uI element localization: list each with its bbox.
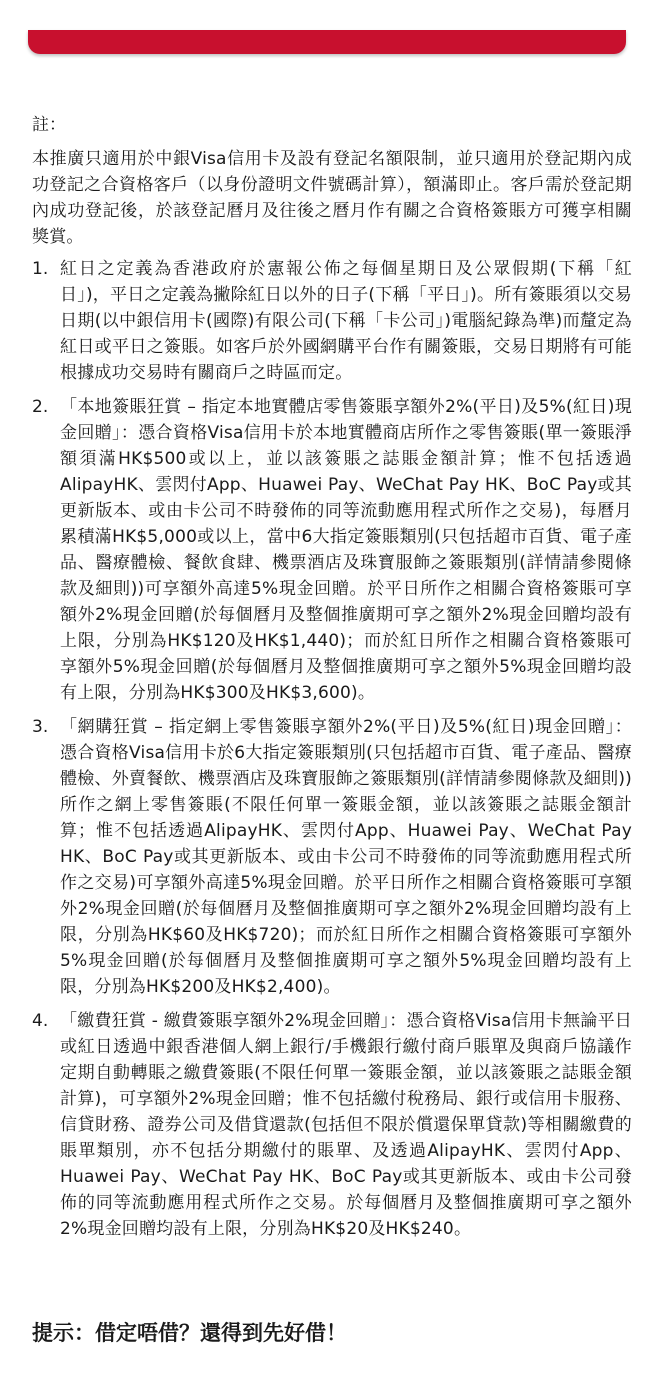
terms-list	[32, 256, 632, 1242]
top-accent-bar	[28, 30, 626, 54]
borrowing-tip: 提示：借定唔借？還得到先好借！	[32, 1321, 347, 1345]
notes-label: 註：	[32, 115, 66, 135]
term-item-2	[32, 394, 632, 706]
terms-section	[32, 112, 632, 1250]
term-number: 3.	[32, 717, 49, 737]
term-number: 2.	[32, 397, 49, 417]
term-item-4	[32, 1008, 632, 1242]
term-text: 「本地簽賬狂賞 – 指定本地實體店零售簽賬享額外2%(平日)及5%(紅日)現金回贈」：憑合資格Visa信用卡於本地實體商店所作之零售簽賬(單一簽賬淨額須滿HK$500或以上，並以該簽賬之誌賬金額計算；惟不包括透過AlipayHK、雲閃付App、Huawei Pay、WeChat Pay HK、BoC Pay或其更新版本、或由卡公司不時發佈的同等流動應用程式所作之交易)，每曆月累積滿HK$5,000或以上，當中6大指定簽賬類別(只包括超市百貨、電子產品、醫療體檢、餐飲食肆、機票酒店及珠寶服飾之簽賬類別(詳情請參閱條款及細則))可享額外高達5%現金回贈。於平日所作之相關合資格簽賬可享額外2%現金回贈(於每個曆月及整個推廣期可享之額外2%現金回贈均設有上限，分別為HK$120及HK$1,440)；而於紅日所作之相關合資格簽賬可享額外5%現金回贈(於每個曆月及整個推廣期可享之額外5%現金回贈均設有上限，分別為HK$300及HK$3,600)。	[60, 397, 632, 703]
term-text: 紅日之定義為香港政府於憲報公佈之每個星期日及公眾假期(下稱「紅日」)，平日之定義為撇除紅日以外的日子(下稱「平日」)。所有簽賬須以交易日期(以中銀信用卡(國際)有限公司(下稱「卡公司」)電腦紀錄為準)而釐定為紅日或平日之簽賬。如客戶於外國網購平台作有關簽賬，交易日期將有可能根據成功交易時有關商戶之時區而定。	[60, 259, 632, 383]
term-number: 1.	[32, 259, 49, 279]
term-number: 4.	[32, 1011, 49, 1031]
term-item-1	[32, 256, 632, 386]
term-text: 「網購狂賞 – 指定網上零售簽賬享額外2%(平日)及5%(紅日)現金回贈」：憑合資格Visa信用卡於6大指定簽賬類別(只包括超市百貨、電子產品、醫療體檢、外賣餐飲、機票酒店及珠寶服飾之簽賬類別(詳情請參閱條款及細則))所作之網上零售簽賬(不限任何單一簽賬金額，並以該簽賬之誌賬金額計算；惟不包括透過AlipayHK、雲閃付App、Huawei Pay、WeChat Pay HK、BoC Pay或其更新版本、或由卡公司不時發佈的同等流動應用程式所作之交易)可享額外高達5%現金回贈。於平日所作之相關合資格簽賬可享額外2%現金回贈(於每個曆月及整個推廣期可享之額外2%現金回贈均設有上限，分別為HK$60及HK$720)；而於紅日所作之相關合資格簽賬可享額外5%現金回贈(於每個曆月及整個推廣期可享之額外5%現金回贈均設有上限，分別為HK$200及HK$2,400)。	[60, 717, 632, 997]
notes-intro: 本推廣只適用於中銀Visa信用卡及設有登記名額限制，並只適用於登記期內成功登記之合資格客戶（以身份證明文件號碼計算），額滿即止。客戶需於登記期內成功登記後，於該登記曆月及往後之曆月作有關之合資格簽賬方可獲享相關獎賞。	[32, 149, 632, 247]
term-text: 「繳費狂賞 - 繳費簽賬享額外2%現金回贈」：憑合資格Visa信用卡無論平日或紅日透過中銀香港個人網上銀行/手機銀行繳付商戶賬單及與商戶協議作定期自動轉賬之繳費簽賬(不限任何單一簽賬金額，並以該簽賬之誌賬金額計算)，可享額外2%現金回贈；惟不包括繳付稅務局、銀行或信用卡服務、信貸財務、證券公司及借貸還款(包括但不限於償還保單貸款)等相關繳費的賬單類別，亦不包括分期繳付的賬單、及透過AlipayHK、雲閃付App、Huawei Pay、WeChat Pay HK、BoC Pay或其更新版本、或由卡公司發佈的同等流動應用程式所作之交易。於每個曆月及整個推廣期可享之額外2%現金回贈均設有上限，分別為HK$20及HK$240。	[60, 1011, 632, 1239]
term-item-3	[32, 714, 632, 1000]
